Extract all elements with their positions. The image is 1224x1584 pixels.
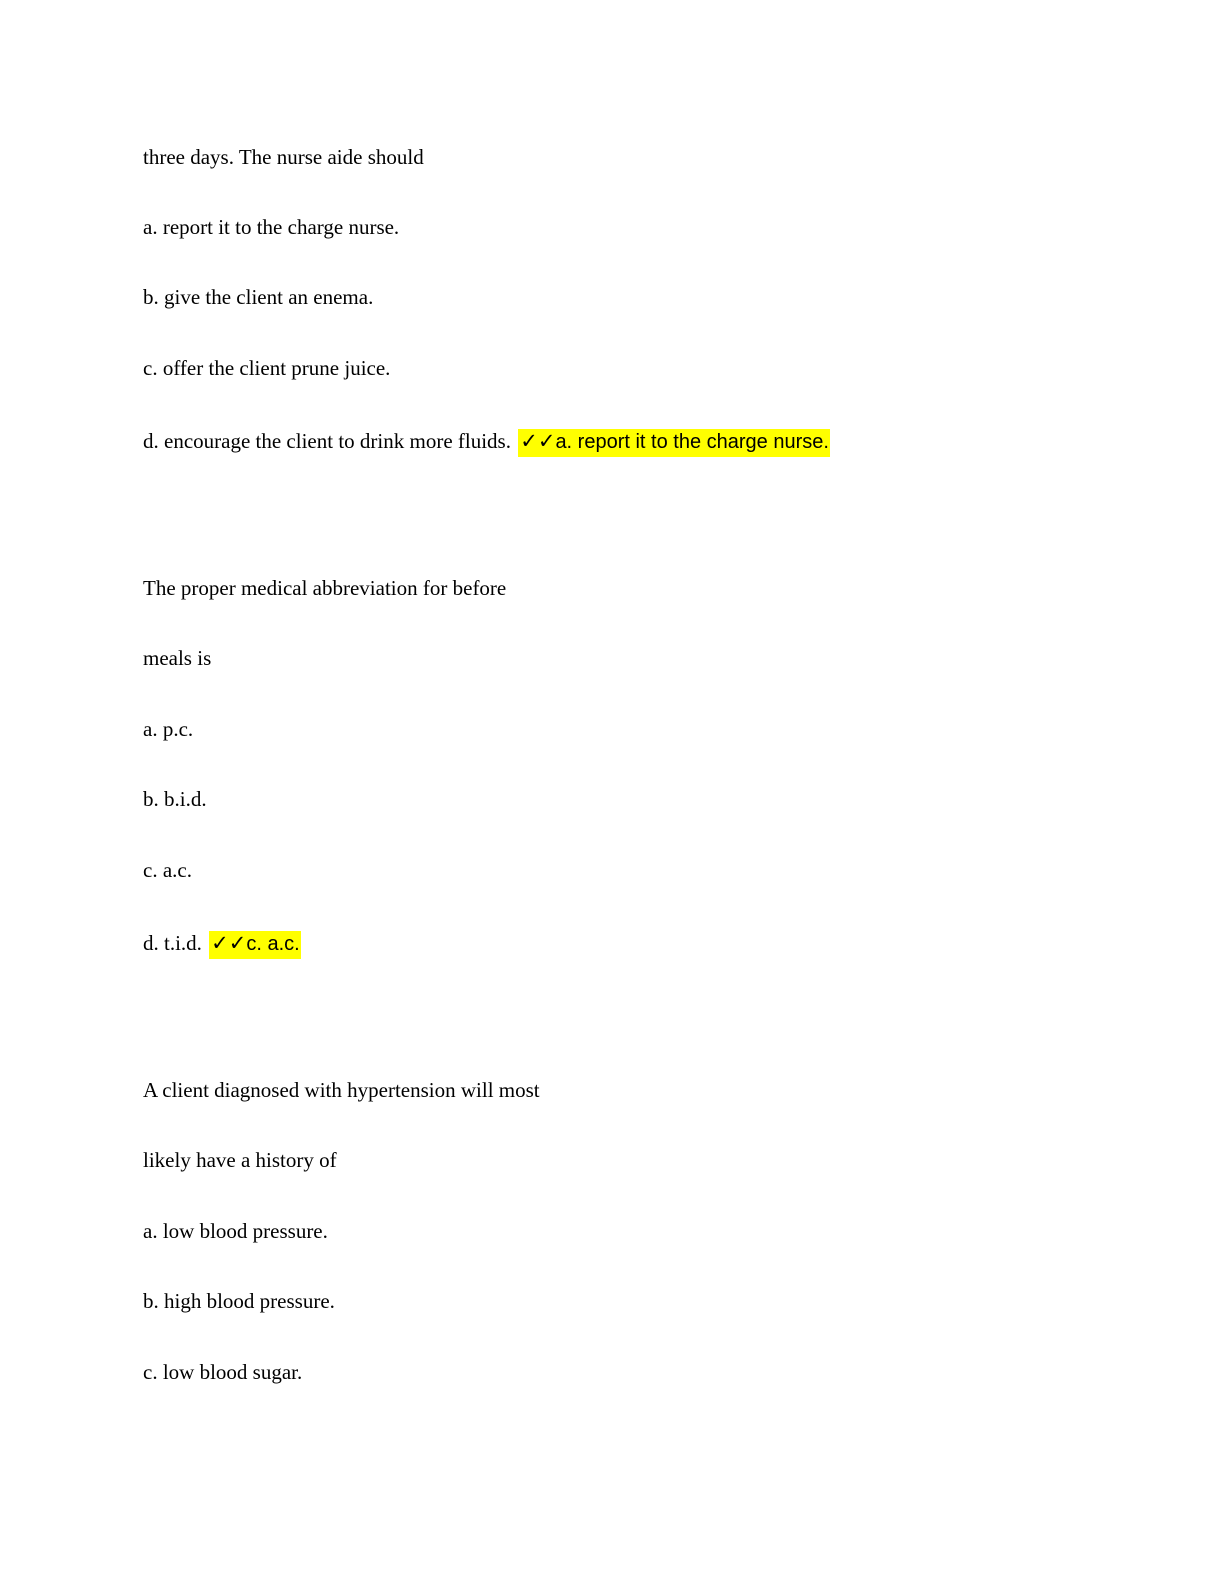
question-2-option-a: a. p.c. (143, 717, 194, 741)
question-2-stem-line-2: meals is (143, 646, 212, 670)
question-1-option-d: d. encourage the client to drink more fluids. (143, 429, 511, 453)
question-3-stem-line-1: A client diagnosed with hypertension will most (143, 1078, 540, 1102)
double-check-icon: ✓✓ (520, 429, 556, 453)
question-1-answer-highlight (518, 429, 830, 457)
question-2-option-d-row (143, 930, 301, 957)
question-2-option-b: b. b.i.d. (143, 787, 207, 811)
question-3-option-b: b. high blood pressure. (143, 1289, 335, 1313)
question-2-answer-text: c. a.c. (246, 933, 300, 955)
question-1-option-c: c. offer the client prune juice. (143, 356, 391, 380)
question-3-option-c: c. low blood sugar. (143, 1360, 303, 1384)
question-1-answer-text: a. report it to the charge nurse. (555, 431, 829, 453)
double-check-icon: ✓✓ (211, 931, 247, 955)
question-1-option-b: b. give the client an enema. (143, 285, 374, 309)
question-3-option-a: a. low blood pressure. (143, 1219, 328, 1243)
question-2-stem-line-1: The proper medical abbreviation for before (143, 576, 507, 600)
question-2-option-d: d. t.i.d. (143, 931, 202, 955)
question-1-option-d-row (143, 428, 830, 455)
question-2-option-c: c. a.c. (143, 858, 192, 882)
question-2-answer-highlight (209, 931, 301, 959)
question-3-stem-line-2: likely have a history of (143, 1148, 337, 1172)
question-1-option-a: a. report it to the charge nurse. (143, 215, 400, 239)
question-1-stem-line-1: three days. The nurse aide should (143, 145, 424, 169)
